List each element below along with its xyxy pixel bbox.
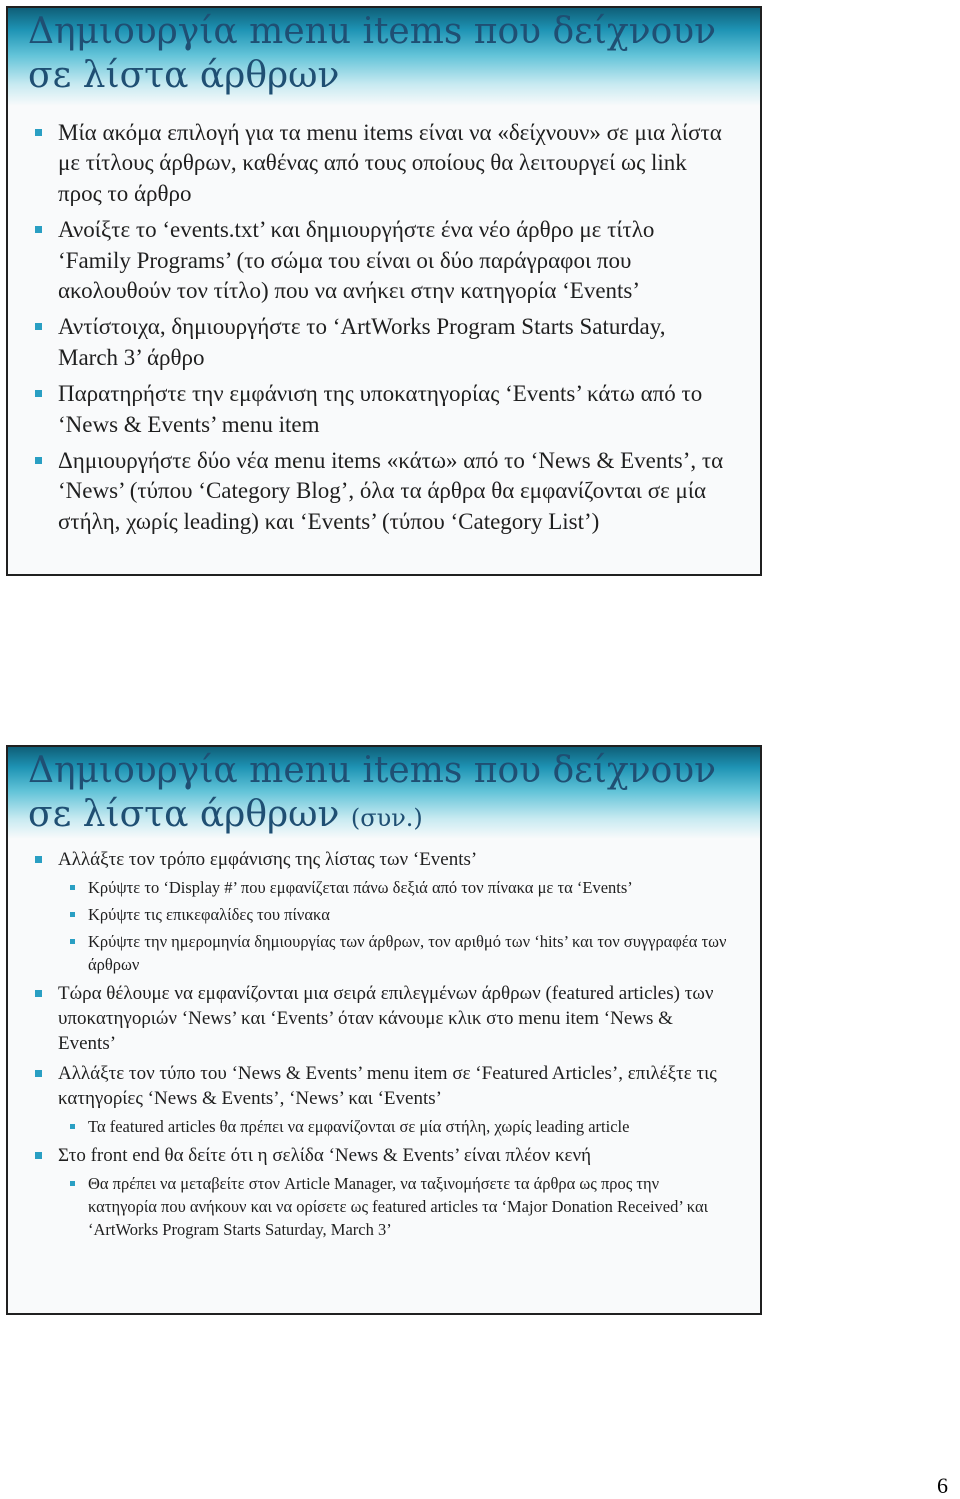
slide-title-suffix: (συν.)	[350, 804, 423, 832]
bullet-text: Αλλάξτε τον τύπο του ‘News & Events’ menu item σε ‘Featured Articles’, επιλέξτε τις κατηγορίες ‘News & Events’, ‘News’ και ‘Events’	[58, 1063, 717, 1109]
page-number: 6	[937, 1473, 948, 1498]
sub-bullet-list	[58, 1115, 728, 1138]
sub-bullet-item: Κρύψτε το ‘Display #’ που εμφανίζεται πάνω δεξιά από τον πίνακα με τα ‘Events’	[58, 876, 728, 899]
bullet-item: Αντίστοιχα, δημιουργήστε το ‘ArtWorks Program Starts Saturday, March 3’ άρθρο	[8, 312, 728, 373]
sub-bullet-item: Κρύψτε τις επικεφαλίδες του πίνακα	[58, 903, 728, 926]
bullet-text: Αλλάξτε τον τρόπο εμφάνισης της λίστας των ‘Events’	[58, 849, 478, 870]
bullet-item: Μία ακόμα επιλογή για τα menu items είναι να «δείχνουν» σε μια λίστα με τίτλους άρθρων, καθένας από τους οποίους θα λειτουργεί ως link προς το άρθρο	[8, 118, 728, 209]
slide-title	[28, 749, 758, 840]
bullet-item: Τώρα θέλουμε να εμφανίζονται μια σειρά επιλεγμένων άρθρων (featured articles) των υποκατηγοριών ‘News’ και ‘Events’ όταν κάνουμε κλικ στο menu item ‘News & Events’	[8, 981, 728, 1056]
bullet-item: Παρατηρήστε την εμφάνιση της υποκατηγορίας ‘Events’ κάτω από το ‘News & Events’ menu item	[8, 379, 728, 440]
slide-1	[6, 6, 762, 576]
sub-bullet-item: Κρύψτε την ημερομηνία δημιουργίας των άρθρων, τον αριθμό των ‘hits’ και τον συγγραφέα των άρθρων	[58, 930, 728, 976]
slide-title: Δημιουργία menu items που δείχνουν σε λίστα άρθρων	[28, 11, 717, 96]
slide-title-text: Δημιουργία menu items που δείχνουν σε λίστα άρθρων	[28, 750, 717, 835]
sub-bullet-item: Θα πρέπει να μεταβείτε στον Article Manager, να ταξινομήσετε τα άρθρα ως προς την κατηγορία που ανήκουν και να ορίσετε ως featured articles τα ‘Major Donation Received’ και ‘ArtWorks Program Starts Saturday, March 3’	[58, 1172, 728, 1241]
bullet-text: Στο front end θα δείτε ότι η σελίδα ‘News & Events’ είναι πλέον κενή	[58, 1145, 592, 1166]
sub-bullet-list	[58, 1172, 728, 1241]
bullet-item	[8, 847, 728, 976]
bullet-list	[8, 847, 728, 1246]
bullet-item: Δημιουργήστε δύο νέα menu items «κάτω» από το ‘News & Events’, τα ‘News’ (τύπου ‘Category Blog’, όλα τα άρθρα θα εμφανίζονται σε μία στήλη, χωρίς leading) και ‘Events’ (τύπου ‘Category List’)	[8, 446, 728, 537]
bullet-item: Ανοίξτε το ‘events.txt’ και δημιουργήστε ένα νέο άρθρο με τίτλο ‘Family Programs’ (το σώμα του είναι οι δύο παράγραφοι που ακολουθούν τον τίτλο) που να ανήκει στην κατηγορία ‘Events’	[8, 215, 728, 306]
slide-2	[6, 745, 762, 1315]
sub-bullet-item: Τα featured articles θα πρέπει να εμφανίζονται σε μία στήλη, χωρίς leading article	[58, 1115, 728, 1138]
bullet-item	[8, 1143, 728, 1241]
bullet-item	[8, 1061, 728, 1138]
bullet-list	[8, 118, 728, 543]
sub-bullet-list	[58, 876, 728, 976]
